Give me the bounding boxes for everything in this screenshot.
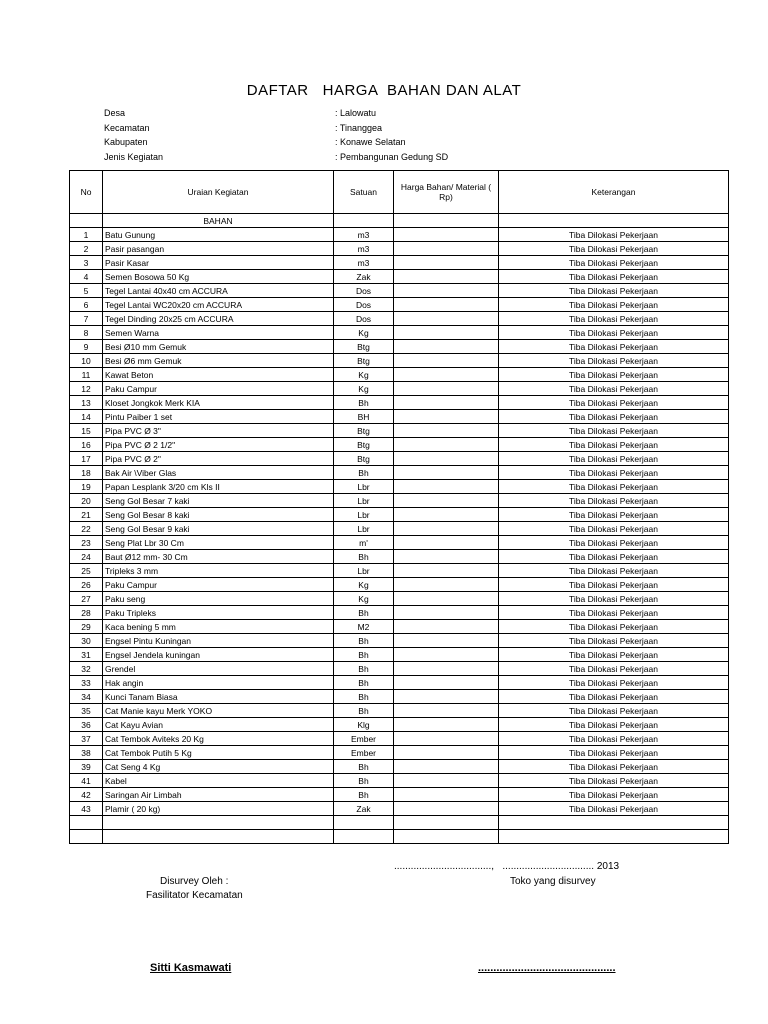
row-keterangan: Tiba Dilokasi Pekerjaan [499,396,729,410]
row-unit: m3 [334,256,394,270]
row-keterangan: Tiba Dilokasi Pekerjaan [499,284,729,298]
table-body [70,214,729,844]
row-unit: BH [334,410,394,424]
table-row [70,746,729,760]
row-unit: Lbr [334,480,394,494]
row-price [394,368,499,382]
row-keterangan: Tiba Dilokasi Pekerjaan [499,774,729,788]
row-no: 14 [70,410,103,424]
row-keterangan: Tiba Dilokasi Pekerjaan [499,242,729,256]
row-no: 32 [70,662,103,676]
row-unit: Bh [334,704,394,718]
row-price [394,746,499,760]
row-price [394,326,499,340]
signature-name: Sitti Kasmawati [150,962,232,974]
row-no: 8 [70,326,103,340]
row-price [394,396,499,410]
table-row [70,620,729,634]
row-no: 12 [70,382,103,396]
table-row [70,536,729,550]
row-keterangan: Tiba Dilokasi Pekerjaan [499,662,729,676]
row-keterangan: Tiba Dilokasi Pekerjaan [499,368,729,382]
row-no: 19 [70,480,103,494]
info-value: : Tinanggea [335,122,383,133]
row-item: Paku Campur [103,578,334,592]
row-no: 15 [70,424,103,438]
row-item: Pasir pasangan [103,242,334,256]
info-label: Kecamatan [104,122,150,133]
row-keterangan: Tiba Dilokasi Pekerjaan [499,788,729,802]
table-row [70,564,729,578]
table-row [70,648,729,662]
row-price [394,410,499,424]
row-unit: Ember [334,732,394,746]
row-unit: M2 [334,620,394,634]
row-no: 27 [70,592,103,606]
row-price [394,284,499,298]
row-no: 9 [70,340,103,354]
date-line: ..................................., ................................. 2013 [394,861,620,872]
row-no: 34 [70,690,103,704]
row-unit: Btg [334,424,394,438]
row-no: 16 [70,438,103,452]
row-price [394,508,499,522]
row-price [394,690,499,704]
row-keterangan: Tiba Dilokasi Pekerjaan [499,704,729,718]
row-keterangan: Tiba Dilokasi Pekerjaan [499,326,729,340]
row-unit: Bh [334,788,394,802]
table-row [70,340,729,354]
row-item: Kunci Tanam Biasa [103,690,334,704]
table-row [70,760,729,774]
row-price [394,774,499,788]
row-unit: m' [334,536,394,550]
section-row [70,214,729,228]
table-row [70,522,729,536]
row-no: 25 [70,564,103,578]
row-unit: Lbr [334,522,394,536]
info-label: Desa [104,108,126,118]
table-row [70,424,729,438]
row-price [394,788,499,802]
header-harga: Harga Bahan/ Material ( Rp) [394,171,499,214]
row-keterangan: Tiba Dilokasi Pekerjaan [499,550,729,564]
row-item: Paku Campur [103,382,334,396]
row-price [394,648,499,662]
row-keterangan: Tiba Dilokasi Pekerjaan [499,606,729,620]
row-keterangan: Tiba Dilokasi Pekerjaan [499,522,729,536]
row-no: 6 [70,298,103,312]
row-unit: Dos [334,284,394,298]
row-price [394,662,499,676]
row-keterangan: Tiba Dilokasi Pekerjaan [499,536,729,550]
row-price [394,424,499,438]
table-row [70,438,729,452]
signature-blank: ............................................. [478,962,616,974]
table-row [70,718,729,732]
row-no: 37 [70,732,103,746]
row-no: 5 [70,284,103,298]
row-price [394,354,499,368]
row-price [394,564,499,578]
row-item: Cat Manie kayu Merk YOKO [103,704,334,718]
row-unit: Lbr [334,508,394,522]
row-keterangan: Tiba Dilokasi Pekerjaan [499,494,729,508]
row-keterangan: Tiba Dilokasi Pekerjaan [499,592,729,606]
row-no: 22 [70,522,103,536]
row-price [394,536,499,550]
table-row [70,550,729,564]
section-label: BAHAN [103,214,334,228]
row-unit: Bh [334,550,394,564]
row-no: 13 [70,396,103,410]
table-row [70,256,729,270]
row-unit: Bh [334,466,394,480]
row-price [394,312,499,326]
row-item: Engsel Jendela kuningan [103,648,334,662]
row-no: 41 [70,774,103,788]
row-unit: Bh [334,634,394,648]
table-row [70,774,729,788]
row-unit: Bh [334,690,394,704]
row-item: Hak angin [103,676,334,690]
row-item: Tegel Lantai 40x40 cm ACCURA [103,284,334,298]
table-row [70,326,729,340]
row-unit: Bh [334,676,394,690]
row-no: 7 [70,312,103,326]
row-item: Seng Plat Lbr 30 Cm [103,536,334,550]
row-item: Baut Ø12 mm- 30 Cm [103,550,334,564]
row-no: 2 [70,242,103,256]
row-item: Tegel Lantai WC20x20 cm ACCURA [103,298,334,312]
row-keterangan: Tiba Dilokasi Pekerjaan [499,620,729,634]
row-price [394,242,499,256]
row-price [394,634,499,648]
table-row [70,508,729,522]
row-item: Seng Gol Besar 7 kaki [103,494,334,508]
row-keterangan: Tiba Dilokasi Pekerjaan [499,298,729,312]
row-price [394,452,499,466]
row-unit: Zak [334,270,394,284]
row-price [394,340,499,354]
row-no: 3 [70,256,103,270]
row-unit: Bh [334,774,394,788]
row-unit: Dos [334,298,394,312]
table-row [70,228,729,242]
row-unit: Dos [334,312,394,326]
row-price [394,606,499,620]
row-item: Cat Kayu Avian [103,718,334,732]
table-row [70,690,729,704]
row-keterangan: Tiba Dilokasi Pekerjaan [499,354,729,368]
row-no: 24 [70,550,103,564]
row-item: Pasir Kasar [103,256,334,270]
row-no: 21 [70,508,103,522]
table-row [70,312,729,326]
row-unit: Kg [334,368,394,382]
row-keterangan: Tiba Dilokasi Pekerjaan [499,228,729,242]
row-unit: m3 [334,242,394,256]
row-unit: Bh [334,760,394,774]
row-item: Pipa PVC Ø 2" [103,452,334,466]
row-unit: Bh [334,648,394,662]
row-no: 23 [70,536,103,550]
row-no: 33 [70,676,103,690]
info-value: : Lalowatu [335,108,377,118]
row-no: 4 [70,270,103,284]
info-label: Kabupaten [104,137,148,147]
info-row [104,137,448,152]
row-item: Paku seng [103,592,334,606]
table-row [70,396,729,410]
empty-row [70,830,729,844]
row-item: Besi Ø6 mm Gemuk [103,354,334,368]
row-keterangan: Tiba Dilokasi Pekerjaan [499,340,729,354]
row-keterangan: Tiba Dilokasi Pekerjaan [499,410,729,424]
row-price [394,704,499,718]
header-uraian: Uraian Kegiatan [103,171,334,214]
table-row [70,466,729,480]
row-unit: Lbr [334,494,394,508]
row-item: Papan Lesplank 3/20 cm Kls II [103,480,334,494]
row-unit: Btg [334,340,394,354]
row-no: 36 [70,718,103,732]
row-unit: m3 [334,228,394,242]
row-unit: Zak [334,802,394,816]
row-keterangan: Tiba Dilokasi Pekerjaan [499,746,729,760]
row-price [394,522,499,536]
info-label: Jenis Kegiatan [104,151,164,162]
row-price [394,676,499,690]
row-item: Cat Seng 4 Kg [103,760,334,774]
row-unit: Bh [334,662,394,676]
table-header-row [70,171,729,214]
row-item: Grendel [103,662,334,676]
table-row [70,242,729,256]
row-no: 1 [70,228,103,242]
row-no: 28 [70,606,103,620]
row-item: Bak Air \Viber Glas [103,466,334,480]
row-price [394,480,499,494]
row-item: Tripleks 3 mm [103,564,334,578]
row-price [394,578,499,592]
table-row [70,634,729,648]
table-row [70,270,729,284]
row-item: Batu Gunung [103,228,334,242]
row-no: 26 [70,578,103,592]
row-price [394,550,499,564]
table-row [70,788,729,802]
table-row [70,662,729,676]
row-no: 38 [70,746,103,760]
row-price [394,802,499,816]
row-no: 20 [70,494,103,508]
row-keterangan: Tiba Dilokasi Pekerjaan [499,480,729,494]
row-no: 11 [70,368,103,382]
row-unit: Bh [334,606,394,620]
table-row [70,802,729,816]
row-item: Plamir ( 20 kg) [103,802,334,816]
row-item: Tegel Dinding 20x25 cm ACCURA [103,312,334,326]
row-item: Kawat Beton [103,368,334,382]
row-no: 18 [70,466,103,480]
row-keterangan: Tiba Dilokasi Pekerjaan [499,802,729,816]
row-price [394,256,499,270]
row-unit: Lbr [334,564,394,578]
row-price [394,438,499,452]
row-unit: Kg [334,592,394,606]
table-row [70,494,729,508]
row-item: Cat Tembok Aviteks 20 Kg [103,732,334,746]
table-row [70,480,729,494]
row-keterangan: Tiba Dilokasi Pekerjaan [499,424,729,438]
info-value: : Pembangunan Gedung SD [335,151,449,162]
row-no: 30 [70,634,103,648]
table-row [70,382,729,396]
row-unit: Kg [334,382,394,396]
table-row [70,284,729,298]
row-keterangan: Tiba Dilokasi Pekerjaan [499,438,729,452]
info-row [104,152,448,167]
row-unit: Bh [334,396,394,410]
row-unit: Kg [334,326,394,340]
info-value: : Konawe Selatan [335,137,406,147]
row-no: 17 [70,452,103,466]
row-unit: Ember [334,746,394,760]
table-row [70,298,729,312]
row-item: Besi Ø10 mm Gemuk [103,340,334,354]
row-price [394,298,499,312]
row-item: Kabel [103,774,334,788]
row-keterangan: Tiba Dilokasi Pekerjaan [499,564,729,578]
info-row [104,123,448,138]
row-item: Paku Tripleks [103,606,334,620]
row-item: Cat Tembok Putih 5 Kg [103,746,334,760]
empty-row [70,816,729,830]
row-keterangan: Tiba Dilokasi Pekerjaan [499,578,729,592]
table-row [70,368,729,382]
row-keterangan: Tiba Dilokasi Pekerjaan [499,382,729,396]
row-unit: Btg [334,354,394,368]
table-row [70,354,729,368]
row-no: 10 [70,354,103,368]
row-price [394,228,499,242]
document-title: DAFTAR HARGA BAHAN DAN ALAT [246,82,522,99]
header-no: No [70,171,103,214]
table-row [70,578,729,592]
row-item: Kaca bening 5 mm [103,620,334,634]
row-no: 42 [70,788,103,802]
row-unit: Klg [334,718,394,732]
row-price [394,718,499,732]
table-row [70,410,729,424]
toko-label: Toko yang disurvey [510,876,596,887]
row-keterangan: Tiba Dilokasi Pekerjaan [499,270,729,284]
table-row [70,732,729,746]
surveyed-by-label: Disurvey Oleh : [160,876,229,887]
row-keterangan: Tiba Dilokasi Pekerjaan [499,718,729,732]
row-item: Semen Bosowa 50 Kg [103,270,334,284]
table-row [70,676,729,690]
row-unit: Kg [334,578,394,592]
row-price [394,620,499,634]
row-keterangan: Tiba Dilokasi Pekerjaan [499,452,729,466]
table-row [70,592,729,606]
row-keterangan: Tiba Dilokasi Pekerjaan [499,312,729,326]
row-item: Pipa PVC Ø 2 1/2" [103,438,334,452]
row-price [394,732,499,746]
row-keterangan: Tiba Dilokasi Pekerjaan [499,256,729,270]
table-row [70,606,729,620]
row-no: 43 [70,802,103,816]
row-keterangan: Tiba Dilokasi Pekerjaan [499,634,729,648]
row-no: 39 [70,760,103,774]
row-keterangan: Tiba Dilokasi Pekerjaan [499,648,729,662]
row-item: Seng Gol Besar 9 kaki [103,522,334,536]
table-row [70,704,729,718]
row-no: 29 [70,620,103,634]
row-keterangan: Tiba Dilokasi Pekerjaan [499,676,729,690]
row-keterangan: Tiba Dilokasi Pekerjaan [499,508,729,522]
row-price [394,592,499,606]
row-item: Pipa PVC Ø 3" [103,424,334,438]
row-price [394,466,499,480]
row-no: 31 [70,648,103,662]
row-item: Seng Gol Besar 8 kaki [103,508,334,522]
row-price [394,494,499,508]
row-keterangan: Tiba Dilokasi Pekerjaan [499,760,729,774]
row-keterangan: Tiba Dilokasi Pekerjaan [499,690,729,704]
row-unit: Btg [334,452,394,466]
price-table [69,170,729,844]
row-no: 35 [70,704,103,718]
row-keterangan: Tiba Dilokasi Pekerjaan [499,466,729,480]
row-item: Kloset Jongkok Merk KIA [103,396,334,410]
header-keterangan: Keterangan [499,171,729,214]
row-price [394,760,499,774]
row-unit: Btg [334,438,394,452]
row-price [394,270,499,284]
row-keterangan: Tiba Dilokasi Pekerjaan [499,732,729,746]
role-label: Fasilitator Kecamatan [146,890,243,901]
table-row [70,452,729,466]
row-item: Pintu Paiber 1 set [103,410,334,424]
info-block [104,108,448,166]
info-row [104,108,448,123]
row-price [394,382,499,396]
row-item: Semen Warna [103,326,334,340]
header-satuan: Satuan [334,171,394,214]
row-item: Saringan Air Limbah [103,788,334,802]
row-item: Engsel Pintu Kuningan [103,634,334,648]
